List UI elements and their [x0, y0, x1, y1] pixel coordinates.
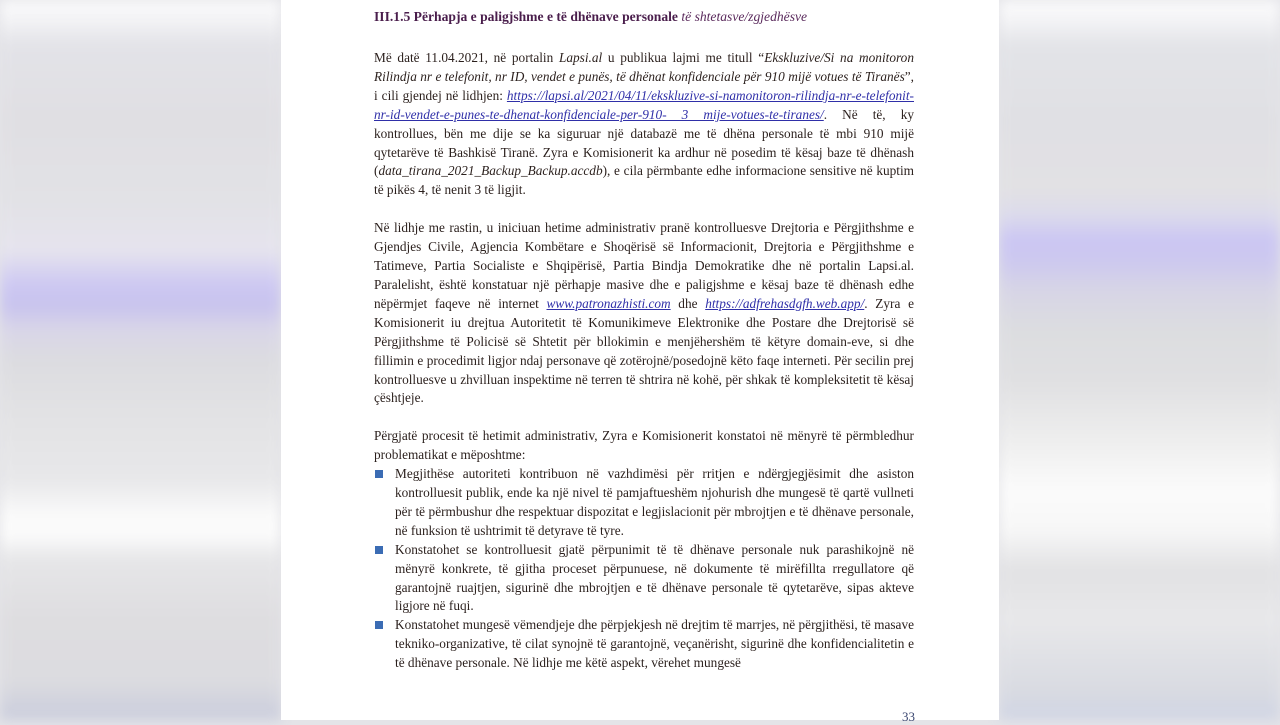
paragraph-1-text-e: ), e cila përmbante edhe informacione sensitive në kuptim të pikës 4, të nenit 3 të ligjit.	[374, 163, 914, 198]
article-link[interactable]: https://lapsi.al/2021/04/11/ekskluzive-si-namonitoron-rilindja-nr-e-telefonit-nr-id-vendet-e-punes-te-dhenat-konfidenciale-per-910- 3 mije-votues-te-tiranes/	[374, 87, 914, 122]
list-item-text: Megjithëse autoriteti kontribuon në vazhdimësi për rritjen e ndërgjegjësimit dhe asiston kontrolluesit publik, ende ka një nivel të pamjaftueshëm njohurish dhe mungesë të qartë vullneti për të përmbushur dhe respektuar dispozitat e legjislacionit për mbrojtjen e të dhënave personale, në funksion të ushtrimit të detyrave të tyre.	[395, 466, 914, 538]
list-item-text: Konstatohet mungesë vëmendjeje dhe përpjekjesh në drejtim të marrjes, në përgjithësi, të masave tekniko-organizative, të cilat synojnë të garantojnë, veçanërisht, sigurinë dhe konfidencialitetin e të dhënave personale. Në lidhje me këtë aspekt, vërehet mungesë	[395, 617, 914, 671]
paragraph-1	[374, 49, 914, 200]
paragraph-2-text-c: . Zyra e Komisionerit iu drejtua Autoritetit të Komunikimeve Elektronike dhe Postare dhe Drejtorisë së Përgjithshme të Policisë së Shtetit për bllokimin e menjëhershëm të këtyre domain-eve, si dhe fillimin e procedimit ligjor ndaj personave që zotërojnë/posedojnë këto faqe interneti. Për secilin prej kontrolluesve u zhvilluan inspektime në terren të shtrira në kohë, për shkak të kompleksitetit të kësaj çështjeje.	[374, 295, 914, 406]
findings-list	[374, 465, 914, 673]
list-item	[374, 616, 914, 673]
section-heading-italic: të shtetasve/zgjedhësve	[681, 9, 808, 24]
list-item	[374, 465, 914, 541]
section-heading	[374, 4, 914, 30]
patronazhisti-link[interactable]: www.patronazhisti.com	[546, 295, 671, 311]
paragraph-1-text-d: . Në të, ky kontrollues, bën me dije se ka siguruar një databazë me të dhëna personale të mbi 910 mijë qytetarëve të Bashkisë Tiranë. Zyra e Komisionerit ka ardhur në posedim të kësaj baze të dhënash (	[374, 106, 914, 179]
paragraph-2-text-a: Në lidhje me rastin, u iniciuan hetime administrativ pranë kontrolluesve Drejtoria e Përgjithshme e Gjendjes Civile, Agjencia Kombëtare e Shoqërisë së Informacionit, Drejtoria e Përgjithshme e Tatimeve, Partia Socialiste e Shqipërisë, Partia Bindja Demokratike dhe në portalin Lapsi.al. Paralelisht, është konstatuar një përhapje masive dhe e paligjshme e kësaj baze të dhënash edhe nëpërmjet faqeve në internet	[374, 220, 914, 311]
paragraph-1-text-c: ”, i cili gjendej në lidhjen:	[374, 68, 914, 103]
database-filename: data_tirana_2021_Backup_Backup.accdb	[378, 163, 603, 179]
section-heading-main: III.1.5 Përhapja e paligjshme e të dhënave personale	[374, 9, 682, 24]
paragraph-2	[374, 219, 914, 408]
page-number: 33	[902, 709, 915, 724]
paragraph-2-text-b: dhe	[670, 295, 706, 311]
square-bullet-icon	[375, 470, 383, 478]
blurred-background-left	[0, 0, 281, 720]
square-bullet-icon	[375, 621, 383, 629]
document-page	[281, 0, 999, 724]
article-title: Ekskluzive/Si na monitoron Rilindja nr e telefonit, nr ID, vendet e punës, të dhënat konfidenciale për 910 mijë votues të Tiranës	[374, 50, 914, 84]
webapp-link[interactable]: https://adfrehasdgfh.web.app/	[705, 295, 865, 311]
paragraph-3: Përgjatë procesit të hetimit administrativ, Zyra e Komisionerit konstatoi në mënyrë të përmbledhur problematikat e mëposhtme:	[374, 428, 914, 463]
paragraph-1-text-a: Më datë 11.04.2021, në portalin	[374, 50, 559, 65]
paragraph-1-text-b: u publikua lajmi me titull “	[602, 50, 765, 65]
list-item	[374, 541, 914, 617]
blurred-background-right	[999, 0, 1280, 720]
page-content	[374, 4, 914, 673]
list-item-text: Konstatohet se kontrolluesit gjatë përpunimit të të dhënave personale nuk parashikojnë në mënyrë konkrete, të gjitha proceset përpunuese, në dokumente të mirëfillta rregullatore që garantojnë ruajtjen, sigurinë dhe mbrojtjen e të dhënave personale të qytetarëve, sipas akteve ligjore në fuqi.	[395, 541, 914, 614]
portal-name: Lapsi.al	[558, 50, 603, 65]
square-bullet-icon	[375, 546, 383, 554]
